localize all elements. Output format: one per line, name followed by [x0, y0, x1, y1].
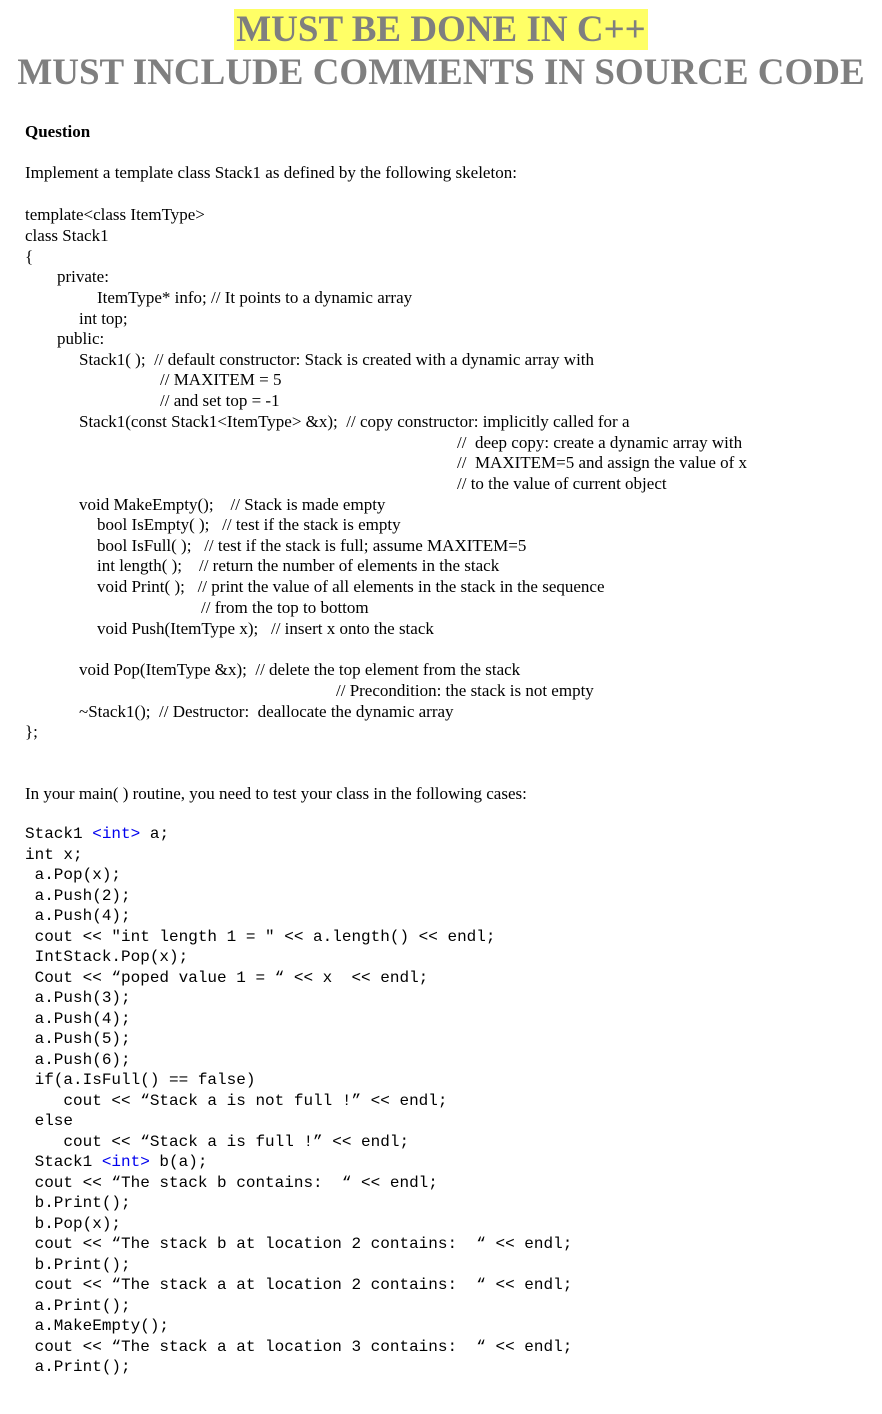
title-banner [0, 10, 882, 50]
code-line: cout << "int length 1 = " << a.length() << endl; [25, 927, 496, 946]
code-line: a.Print(); [25, 1296, 131, 1315]
skeleton-line: // MAXITEM = 5 [160, 370, 282, 389]
question-intro: Implement a template class Stack1 as defined by the following skeleton: [25, 163, 517, 182]
code-line: a.Push(5); [25, 1030, 131, 1048]
code-line: a.Print(); [25, 1358, 131, 1376]
skeleton-line: Stack1( ); // default constructor: Stack is created with a dynamic array with [79, 350, 595, 369]
skeleton-line: class Stack1 [25, 226, 109, 245]
skeleton-line: Stack1(const Stack1<ItemType> &x); // copy constructor: implicitly called for a [79, 412, 630, 431]
code-line: if(a.IsFull() == false) [25, 1071, 256, 1089]
code-line: cout << “The stack a at location 3 contains: “ << endl; [25, 1337, 573, 1356]
skeleton-line: void Pop(ItemType &x); // delete the top element from the stack [79, 660, 521, 679]
code-line: cout << “The stack a at location 2 contains: “ << endl; [25, 1276, 573, 1294]
skeleton-line: }; [25, 722, 38, 741]
code-line [25, 1152, 572, 1173]
code-line: cout << “The stack b contains: “ << endl; [25, 1173, 438, 1192]
code-line: b.Pop(x); [25, 1214, 122, 1233]
code-line: a.Push(4); [25, 907, 131, 925]
code-line: a.Push(2); [25, 886, 131, 905]
skeleton-line: void Push(ItemType x); // insert x onto the stack [97, 619, 434, 638]
code-keyword: <int> [92, 825, 141, 843]
skeleton-line: // from the top to bottom [201, 598, 369, 617]
skeleton-line: private: [57, 267, 109, 286]
code-text: a; [140, 825, 170, 843]
skeleton-line: bool IsEmpty( ); // test if the stack is empty [97, 515, 401, 534]
code-text: Stack1 [25, 1153, 102, 1171]
code-line: Cout << “poped value 1 = “ << x << endl; [25, 968, 429, 987]
code-line: else [25, 1112, 74, 1130]
code-line: cout << “Stack a is full !” << endl; [25, 1132, 410, 1151]
skeleton-line: // Precondition: the stack is not empty [336, 681, 594, 700]
skeleton-line: public: [57, 329, 105, 348]
skeleton-line: bool IsFull( ); // test if the stack is full; assume MAXITEM=5 [97, 536, 527, 555]
skeleton-line: template<class ItemType> [25, 205, 205, 224]
skeleton-line: { [25, 247, 34, 266]
main-intro: In your main( ) routine, you need to test your class in the following cases: [25, 784, 527, 803]
skeleton-line: // to the value of current object [457, 474, 667, 493]
code-line: a.MakeEmpty(); [25, 1317, 170, 1335]
skeleton-line: int top; [79, 309, 128, 328]
code-line: a.Push(6); [25, 1050, 131, 1069]
question-heading: Question [25, 122, 91, 141]
code-line: int x; [25, 845, 83, 864]
code-line: b.Print(); [25, 1194, 131, 1212]
skeleton-line: void MakeEmpty(); // Stack is made empty [79, 495, 386, 514]
skeleton-line: ItemType* info; // It points to a dynamic array [97, 288, 413, 307]
code-keyword: <int> [101, 1153, 150, 1171]
skeleton-line: // deep copy: create a dynamic array with [457, 433, 743, 452]
code-line: IntStack.Pop(x); [25, 948, 189, 966]
code-line: a.Push(4); [25, 1009, 131, 1028]
code-line [25, 824, 572, 845]
skeleton-line: void Print( ); // print the value of all elements in the stack in the sequence [97, 577, 605, 596]
code-line: a.Push(3); [25, 989, 131, 1007]
code-text: Stack1 [25, 825, 93, 843]
code-line: cout << “Stack a is not full !” << endl; [25, 1091, 448, 1110]
skeleton-line: // and set top = -1 [160, 391, 280, 410]
code-line: b.Print(); [25, 1255, 131, 1274]
test-code-block [25, 824, 572, 1378]
code-line: a.Pop(x); [25, 866, 122, 884]
skeleton-line: int length( ); // return the number of elements in the stack [97, 556, 500, 575]
skeleton-line: ~Stack1(); // Destructor: deallocate the dynamic array [79, 702, 454, 721]
title-line-2: MUST INCLUDE COMMENTS IN SOURCE CODE [17, 52, 865, 93]
title-line-1: MUST BE DONE IN C++ [236, 9, 646, 50]
code-line: cout << “The stack b at location 2 contains: “ << endl; [25, 1235, 573, 1253]
skeleton-line: // MAXITEM=5 and assign the value of x [457, 453, 748, 472]
code-text: b(a); [149, 1153, 208, 1171]
